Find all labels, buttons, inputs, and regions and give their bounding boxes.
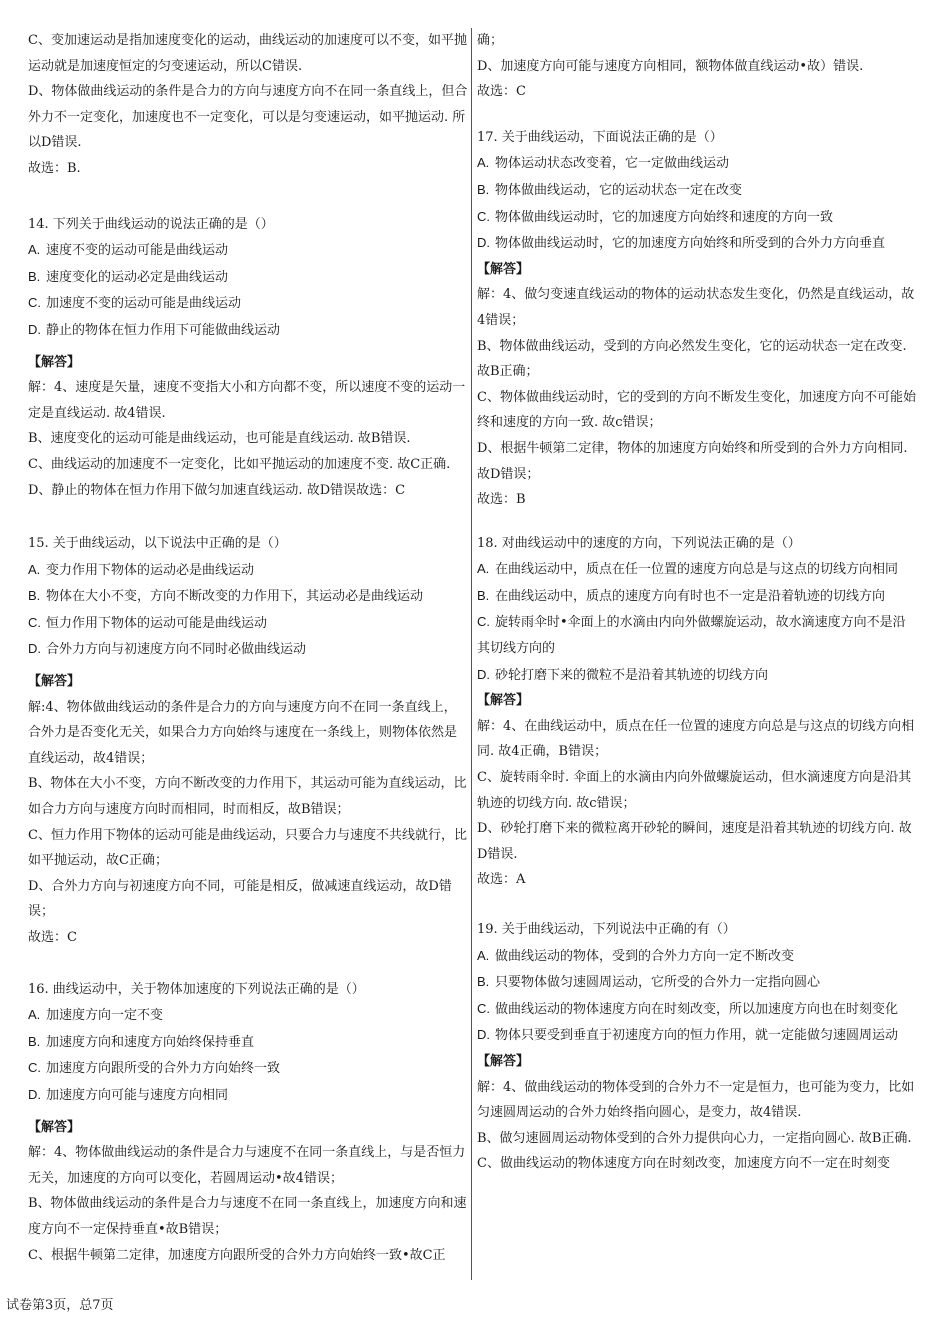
option-letter: C. [28,295,41,311]
option-d [477,1022,917,1049]
page-footer: 试卷第3页，总7页 [6,1298,114,1313]
option-text: 加速度方向和速度方向始终保持垂直 [46,1034,255,1050]
answer-line: D、物体做曲线运动的条件是合力的方向与速度方向不在同一条直线上，但合外力不一定变化，加速度也不一定变化，可以是匀变速运动，如平抛运动. 所以D错误. [28,84,468,151]
answer-line: 解：4、在曲线运动中，质点在任一位置的速度方向总是与这点的切线方向相同. 故4正确，B错误； [477,718,915,760]
option-text: 加速度方向一定不变 [46,1008,164,1024]
question-17 [477,125,917,513]
option-text: 物体做曲线运动，它的运动状态一定在改变 [495,182,743,198]
answer-heading: 【解答】 [28,1119,81,1135]
option-text: 恒力作用下物体的运动可能是曲线运动 [46,615,268,631]
option-text: 砂轮打磨下来的微粒不是沿着其轨迹的切线方向 [495,667,769,683]
option-text: 加速度方向可能与速度方向相同 [46,1087,229,1103]
option-letter: D. [477,666,490,682]
option-text: 合外力方向与初速度方向不同时必做曲线运动 [46,642,307,658]
answer-line: C、物体做曲线运动时，它的受到的方向不断发生变化，加速度方向不可能始终和速度的方向一致. 故c错误； [477,389,916,431]
option-text: 物体在大小不变，方向不断改变的力作用下，其运动必是曲线运动 [46,589,424,605]
answer-heading: 【解答】 [477,693,530,709]
option-c [28,610,468,637]
option-letter: C. [477,1000,490,1016]
option-c [28,290,468,317]
answer-line: C、恒力作用下物体的运动可能是曲线运动，只要合力与速度不共线就行，比如平抛运动，故C正确； [28,827,467,869]
option-letter: A. [28,561,41,577]
question-title: 15. 关于曲线运动，以下说法中正确的是（） [28,536,287,552]
answer-line: B、物体做曲线运动的条件是合力与速度不在同一条直线上，加速度方向和速度方向不一定保持垂直•故B错误； [28,1196,467,1237]
option-letter: A. [477,561,490,577]
option-letter: D. [28,321,41,337]
question-title: 17. 关于曲线运动，下面说法正确的是（） [477,129,723,145]
option-text: 速度变化的运动必定是曲线运动 [46,269,229,285]
option-letter: B. [28,268,41,284]
option-c [28,1055,468,1082]
option-text: 只要物体做匀速圆周运动，它所受的合外力一定指向圆心 [495,975,821,991]
question-title: 18. 对曲线运动中的速度的方向，下列说法正确的是（） [477,535,801,551]
question-16 [28,977,468,1269]
option-letter: B. [477,974,490,990]
question-15 [28,531,468,951]
option-b [477,969,917,996]
answer-heading: 【解答】 [28,354,81,370]
answer-line: B、速度变化的运动可能是曲线运动，也可能是直线运动. 故B错误. [28,431,411,447]
option-a [28,237,468,264]
question-19 [477,917,917,1177]
option-text: 加速度不变的运动可能是曲线运动 [46,296,242,312]
option-a [477,556,917,583]
question-title: 16. 曲线运动中，关于物体加速度的下列说法正确的是（） [28,981,365,997]
option-text: 变力作用下物体的运动必是曲线运动 [46,562,255,578]
left-column [28,28,468,1268]
answer-line: 确； [477,33,504,48]
option-letter: D. [28,1086,41,1102]
option-letter: B. [477,181,490,197]
option-letter: C. [477,208,490,224]
option-text: 旋转雨伞时•伞面上的水滴由内向外做螺旋运动，故水滴速度方向不是沿其切线方向的 [477,615,906,657]
answer-line: C、旋转雨伞时. 伞面上的水滴由内向外做螺旋运动，但水滴速度方向是沿其轨迹的切线方向. 故c错误； [477,770,912,811]
question-14 [28,212,468,504]
option-letter: C. [28,614,41,630]
question-title: 14. 下列关于曲线运动的说法正确的是（） [28,216,274,232]
option-letter: A. [28,242,41,258]
answer-line: 解：4、速度是矢量，速度不变指大小和方向都不变，所以速度不变的运动一定是直线运动. 故4错误. [28,380,466,421]
option-text: 物体做曲线运动时，它的加速度方向始终和速度的方向一致 [495,209,834,225]
option-b [477,177,917,204]
option-d [477,662,917,689]
option-a [477,150,917,177]
option-letter: D. [477,235,490,251]
option-letter: C. [477,614,490,630]
option-b [28,583,468,610]
answer-line: D、根据牛顿第二定律，物体的加速度方向始终和所受到的合外力方向相同. 故D错误； [477,440,908,482]
option-letter: A. [477,155,490,171]
answer-line: 故选：C [477,84,526,100]
option-a [28,1002,468,1029]
option-d [28,636,468,663]
question-18 [477,531,917,893]
answer-line: D、加速度方向可能与速度方向相同，额物体做直线运动•故）错误. [477,58,864,74]
answer-line: 解：4、做匀变速直线运动的物体的运动状态发生变化，仍然是直线运动，故4错误； [477,287,915,328]
answer-line: 解:4、物体做曲线运动的条件是合力的方向与速度方向不在同一条直线上，合外力是否变化无关，如果合力方向始终与速度在一条线上，则物体依然是直线运动，故4错误； [28,699,458,766]
option-letter: B. [28,1033,41,1049]
answer-line: 故选：C [28,930,77,945]
option-text: 物体做曲线运动时，它的加速度方向始终和所受到的合外力方向垂直 [495,236,886,252]
answer-line: D、静止的物体在恒力作用下做匀加速直线运动. 故D错误故选：C [28,482,406,498]
answer-line: C、根据牛顿第二定律，加速度方向跟所受的合外力方向始终一致•故C正 [28,1247,446,1263]
answer-line: C、曲线运动的加速度不一定变化，比如平抛运动的加速度不变. 故C正确. [28,456,451,472]
option-letter: D. [28,641,41,657]
option-letter: A. [28,1007,41,1023]
answer-line: B、做匀速圆周运动物体受到的合外力提供向心力，一定指向圆心. 故B正确. [477,1130,912,1146]
option-text: 在曲线运动中，质点的速度方向有时也不一定是沿着轨迹的切线方向 [495,588,886,604]
option-text: 做曲线运动的物体速度方向在时刻改变，所以加速度方向也在时刻变化 [495,1001,899,1017]
option-text: 物体运动状态改变着，它一定做曲线运动 [495,156,730,172]
option-text: 静止的物体在恒力作用下可能做曲线运动 [46,322,281,338]
column-divider [471,28,472,1280]
option-d [477,230,917,257]
option-c [477,996,917,1023]
option-d [28,317,468,344]
answer-line: C、做曲线运动的物体速度方向在时刻改变，加速度方向不一定在时刻变 [477,1156,890,1172]
right-column [477,28,917,1177]
question-title: 19. 关于曲线运动，下列说法中正确的有（） [477,922,736,937]
option-c [477,609,917,661]
answer-heading: 【解答】 [477,261,530,277]
answer-heading: 【解答】 [477,1053,530,1069]
option-c [477,204,917,231]
option-letter: C. [28,1060,41,1076]
option-a [28,557,468,584]
answer-line: 故选：A [477,872,526,888]
option-letter: B. [28,588,41,604]
option-text: 加速度方向跟所受的合外力方向始终一致 [46,1061,281,1077]
answer-line: 解：4、物体做曲线运动的条件是合力与速度不在同一条直线上，与是否恒力无关，加速度的方向可以变化，若圆周运动•故4错误； [28,1145,466,1186]
answer-line: B、物体在大小不变，方向不断改变的力作用下，其运动可能为直线运动，比如合力方向与速度方向时而相同，时而相反，故B错误； [28,776,467,818]
option-text: 做曲线运动的物体，受到的合外力方向一定不断改变 [495,948,795,964]
option-text: 速度不变的运动可能是曲线运动 [46,243,229,259]
option-b [477,583,917,610]
option-b [28,264,468,291]
answer-line: C、变加速运动是指加速度变化的运动，曲线运动的加速度可以不变，如平抛运动就是加速度恒定的匀变速运动，所以C错误. [28,33,467,74]
option-d [28,1082,468,1109]
q16-answer-tail [477,28,917,105]
option-b [28,1029,468,1056]
answer-line: 解：4、做曲线运动的物体受到的合外力不一定是恒力，也可能为变力，比如匀速圆周运动的合外力始终指向圆心，是变力，故4错误. [477,1079,915,1121]
answer-line: 故选：B. [28,160,81,176]
answer-line: 故选：B [477,492,526,508]
option-letter: B. [477,587,490,603]
option-letter: A. [477,947,490,963]
answer-line: D、砂轮打磨下来的微粒离开砂轮的瞬间，速度是沿着其轨迹的切线方向. 故D错误. [477,821,912,862]
option-text: 物体只要受到垂直于初速度方向的恒力作用，就一定能做匀速圆周运动 [495,1028,899,1044]
answer-line: D、合外力方向与初速度方向不同，可能是相反，做减速直线运动，故D错误； [28,878,452,920]
answer-line: B、物体做曲线运动，受到的方向必然发生变化，它的运动状态一定在改变. 故B正确； [477,338,907,380]
q13-answer-tail [28,28,468,182]
option-a [477,943,917,970]
option-letter: D. [477,1027,490,1043]
answer-heading: 【解答】 [28,674,81,690]
option-text: 在曲线运动中，质点在任一位置的速度方向总是与这点的切线方向相同 [495,562,899,578]
